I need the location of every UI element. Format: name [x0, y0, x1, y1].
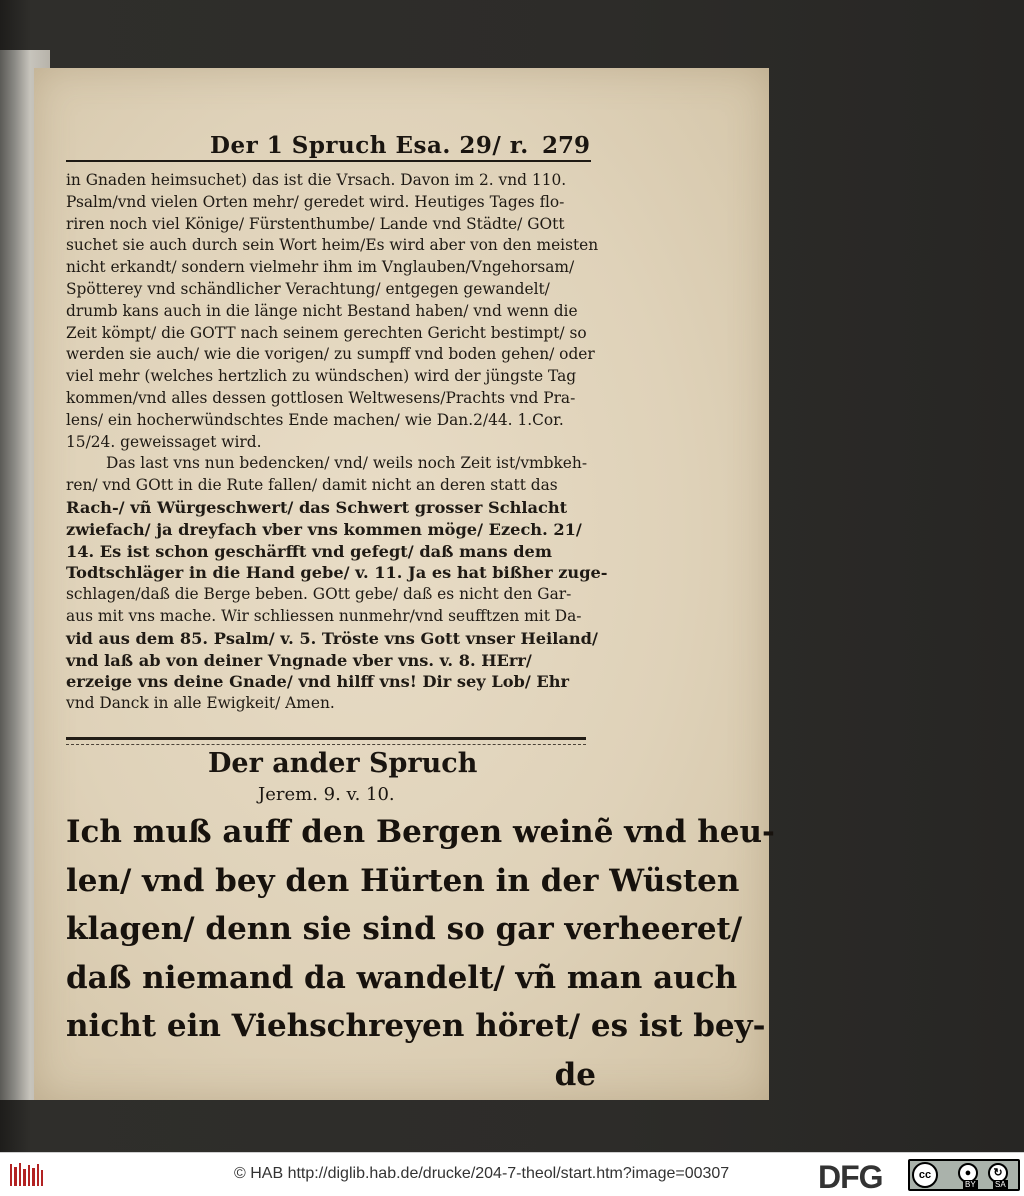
cc-logo-icon: cc	[912, 1162, 938, 1188]
by-label: BY	[965, 1180, 976, 1189]
section-title: Der ander Spruch	[208, 748, 478, 779]
footer-bar	[0, 1152, 1024, 1196]
dfg-logo-icon[interactable]: DFG	[818, 1159, 883, 1195]
body-line: erzeige vns deine Gnade/ vnd hilff vns! Dir sey Lob/ Ehr	[66, 672, 569, 692]
body-line: schlagen/daß die Berge beben. GOtt gebe/ daß es nicht den Gar-	[66, 585, 572, 604]
scripture-quote	[66, 808, 775, 1099]
copyright-link[interactable]: © HAB http://diglib.hab.de/drucke/204-7-theol/start.htm?image=00307	[234, 1165, 730, 1182]
ornamental-rule	[66, 737, 586, 745]
body-line: drumb kans auch in die länge nicht Bestand haben/ vnd wenn die	[66, 301, 578, 320]
body-line: nicht erkandt/ sondern vielmehr ihm im Vnglauben/Vngehorsam/	[66, 258, 575, 277]
body-line: Rach-/ vñ Würgeschwert/ das Schwert grosser Schlacht	[66, 497, 568, 517]
body-line: vnd laß ab von deiner Vngnade vber vns. v. 8. HErr/	[66, 650, 532, 670]
share-alike-icon: ↻	[988, 1163, 1008, 1183]
body-line: Spötterey vnd schändlicher Verachtung/ entgegen gewandelt/	[66, 279, 550, 298]
body-line: aus mit vns mache. Wir schliessen nunmehr/vnd seufftzen mit Da-	[66, 606, 582, 625]
cc-by-sa-icon[interactable]	[908, 1159, 1020, 1191]
quote-line: len/ vnd bey den Hürten in der Wüsten	[66, 862, 740, 899]
header-rule	[66, 160, 591, 162]
person-icon: ●	[958, 1163, 978, 1183]
body-line: kommen/vnd alles dessen gottlosen Weltwesens/Prachts vnd Pra-	[66, 388, 576, 407]
body-line: 14. Es ist schon geschärfft vnd gefegt/ daß mans dem	[66, 541, 552, 561]
body-line: vnd Danck in alle Ewigkeit/ Amen.	[66, 694, 335, 713]
body-line: Zeit kömpt/ die GOTT nach seinem gerechten Gericht bestimpt/ so	[66, 323, 587, 342]
body-line: ren/ vnd GOtt in die Rute fallen/ damit nicht an deren statt das	[66, 476, 558, 495]
body-line: suchet sie auch durch sein Wort heim/Es wird aber von den meisten	[66, 236, 599, 255]
page-number: 279	[541, 132, 590, 159]
body-line: in Gnaden heimsuchet) das ist die Vrsach. Davon im 2. vnd 110.	[66, 171, 567, 189]
body-line: Todtschläger in die Hand gebe/ v. 11. Ja es hat bißher zuge-	[66, 563, 608, 583]
header-title: Der 1 Spruch Esa. 29/ r.	[210, 132, 529, 159]
sa-label: SA	[995, 1180, 1006, 1189]
body-line: Das last vns nun bedencken/ vnd/ weils noch Zeit ist/vmbkeh-	[106, 454, 588, 473]
body-line: zwiefach/ ja dreyfach vber vns kommen möge/ Ezech. 21/	[66, 519, 582, 539]
body-line: Psalm/vnd vielen Orten mehr/ geredet wird. Heutiges Tages flo-	[66, 192, 565, 211]
quote-line: klagen/ denn sie sind so gar verheeret/	[66, 911, 743, 947]
quote-line: nicht ein Viehschreyen höret/ es ist bey-	[66, 1008, 766, 1044]
section-reference: Jerem. 9. v. 10.	[258, 784, 395, 805]
body-line: viel mehr (welches hertzlich zu wündschen) wird der jüngste Tag	[66, 367, 577, 386]
hab-barcode-logo-icon[interactable]	[8, 1161, 44, 1189]
body-text	[66, 170, 608, 715]
running-header	[200, 132, 590, 162]
quote-line: de	[554, 1056, 596, 1093]
quote-line: Ich muß auff den Bergen weinẽ vnd heu-	[66, 814, 775, 850]
body-line: lens/ ein hocherwündschtes Ende machen/ wie Dan.2/44. 1.Cor.	[66, 410, 564, 429]
body-line: 15/24. geweissaget wird.	[66, 432, 262, 451]
quote-line: daß niemand da wandelt/ vñ man auch	[66, 959, 738, 996]
body-line: riren noch viel Könige/ Fürstenthumbe/ Lande vnd Städte/ GOtt	[66, 214, 565, 233]
body-line: werden sie auch/ wie die vorigen/ zu sumpff vnd boden gehen/ oder	[66, 345, 595, 364]
body-line: vid aus dem 85. Psalm/ v. 5. Tröste vns Gott vnser Heiland/	[66, 628, 598, 648]
